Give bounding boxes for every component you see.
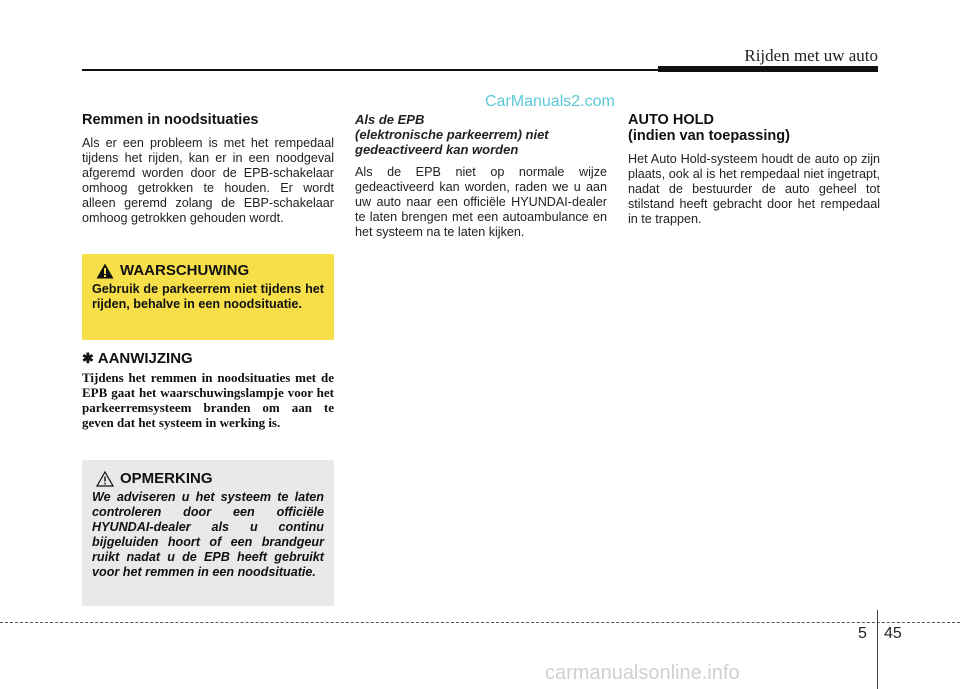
heading-line: Als de EPB [355,112,425,127]
section-emergency-braking [82,112,334,226]
heading-line: (indien van toepassing) [628,128,790,144]
section-heading: Remmen in noodsituaties [82,112,259,128]
section-heading [628,112,880,144]
section-epb-not-deactivated [355,112,607,240]
caution-box [82,460,334,606]
caution-text: We adviseren u het systeem te laten controleren door een officiële HYUNDAI-dealer als u continu bijgeluiden hoort of een brandgeur ruikt nadat u de EPB heeft gebruikt voor het remmen in een noodsituatie. [92,490,324,579]
caution-header [96,470,213,487]
footer-rule [0,622,960,623]
caution-title: OPMERKING [120,470,213,487]
caution-icon [96,471,114,487]
page-number: 45 [884,625,902,642]
note-star-icon: ✱ [82,350,94,366]
heading-line: AUTO HOLD [628,112,714,128]
warning-text: Gebruik de parkeerrem niet tijdens het rijden, behalve in een noodsituatie. [92,282,324,311]
warning-box [82,254,334,340]
warning-title: WAARSCHUWING [120,262,250,279]
note-title: AANWIJZING [97,350,193,367]
section-auto-hold [628,112,880,227]
watermark-top[interactable]: CarManuals2.com [485,93,615,110]
header-rule [82,69,662,71]
note-header [82,350,193,367]
footer-divider [877,610,878,689]
section-heading [355,112,607,157]
running-header-title: Rijden met uw auto [744,46,878,65]
warning-header [96,262,249,279]
warning-icon [96,263,114,279]
chapter-number: 5 [858,625,867,642]
note-text: Tijdens het remmen in noodsituaties met de EPB gaat het waarschuwingslampje voor het parkeerremsysteem branden om aan te geven dat het systeem in werking is. [82,370,334,430]
section-body: Als de EPB niet op normale wijze gedeactiveerd kan worden, raden we u aan uw auto naar een officiële HYUNDAI-dealer te laten brengen met een autoambulance en het systeem na te laten kijken. [355,165,607,239]
section-body: Als er een probleem is met het rempedaal tijdens het rijden, kan er in een noodgeval afgeremd worden door de EPB-schakelaar omhoog getrokken te houden. Er wordt alleen geremd zolang de EBP-schakelaar omhoog getrokken gehouden wordt. [82,136,334,225]
heading-line: gedeactiveerd kan worden [355,142,519,157]
watermark-bottom[interactable]: carmanualsonline.info [545,662,740,684]
section-body: Het Auto Hold-systeem houdt de auto op zijn plaats, ook al is het rempedaal niet ingetrapt, nadat de bestuurder de auto geheel tot stilstand heeft gebracht door het rempedaal in te trappen. [628,152,880,226]
heading-line: (elektronische parkeerrem) niet [355,127,549,142]
header-rule-thick [658,66,878,72]
